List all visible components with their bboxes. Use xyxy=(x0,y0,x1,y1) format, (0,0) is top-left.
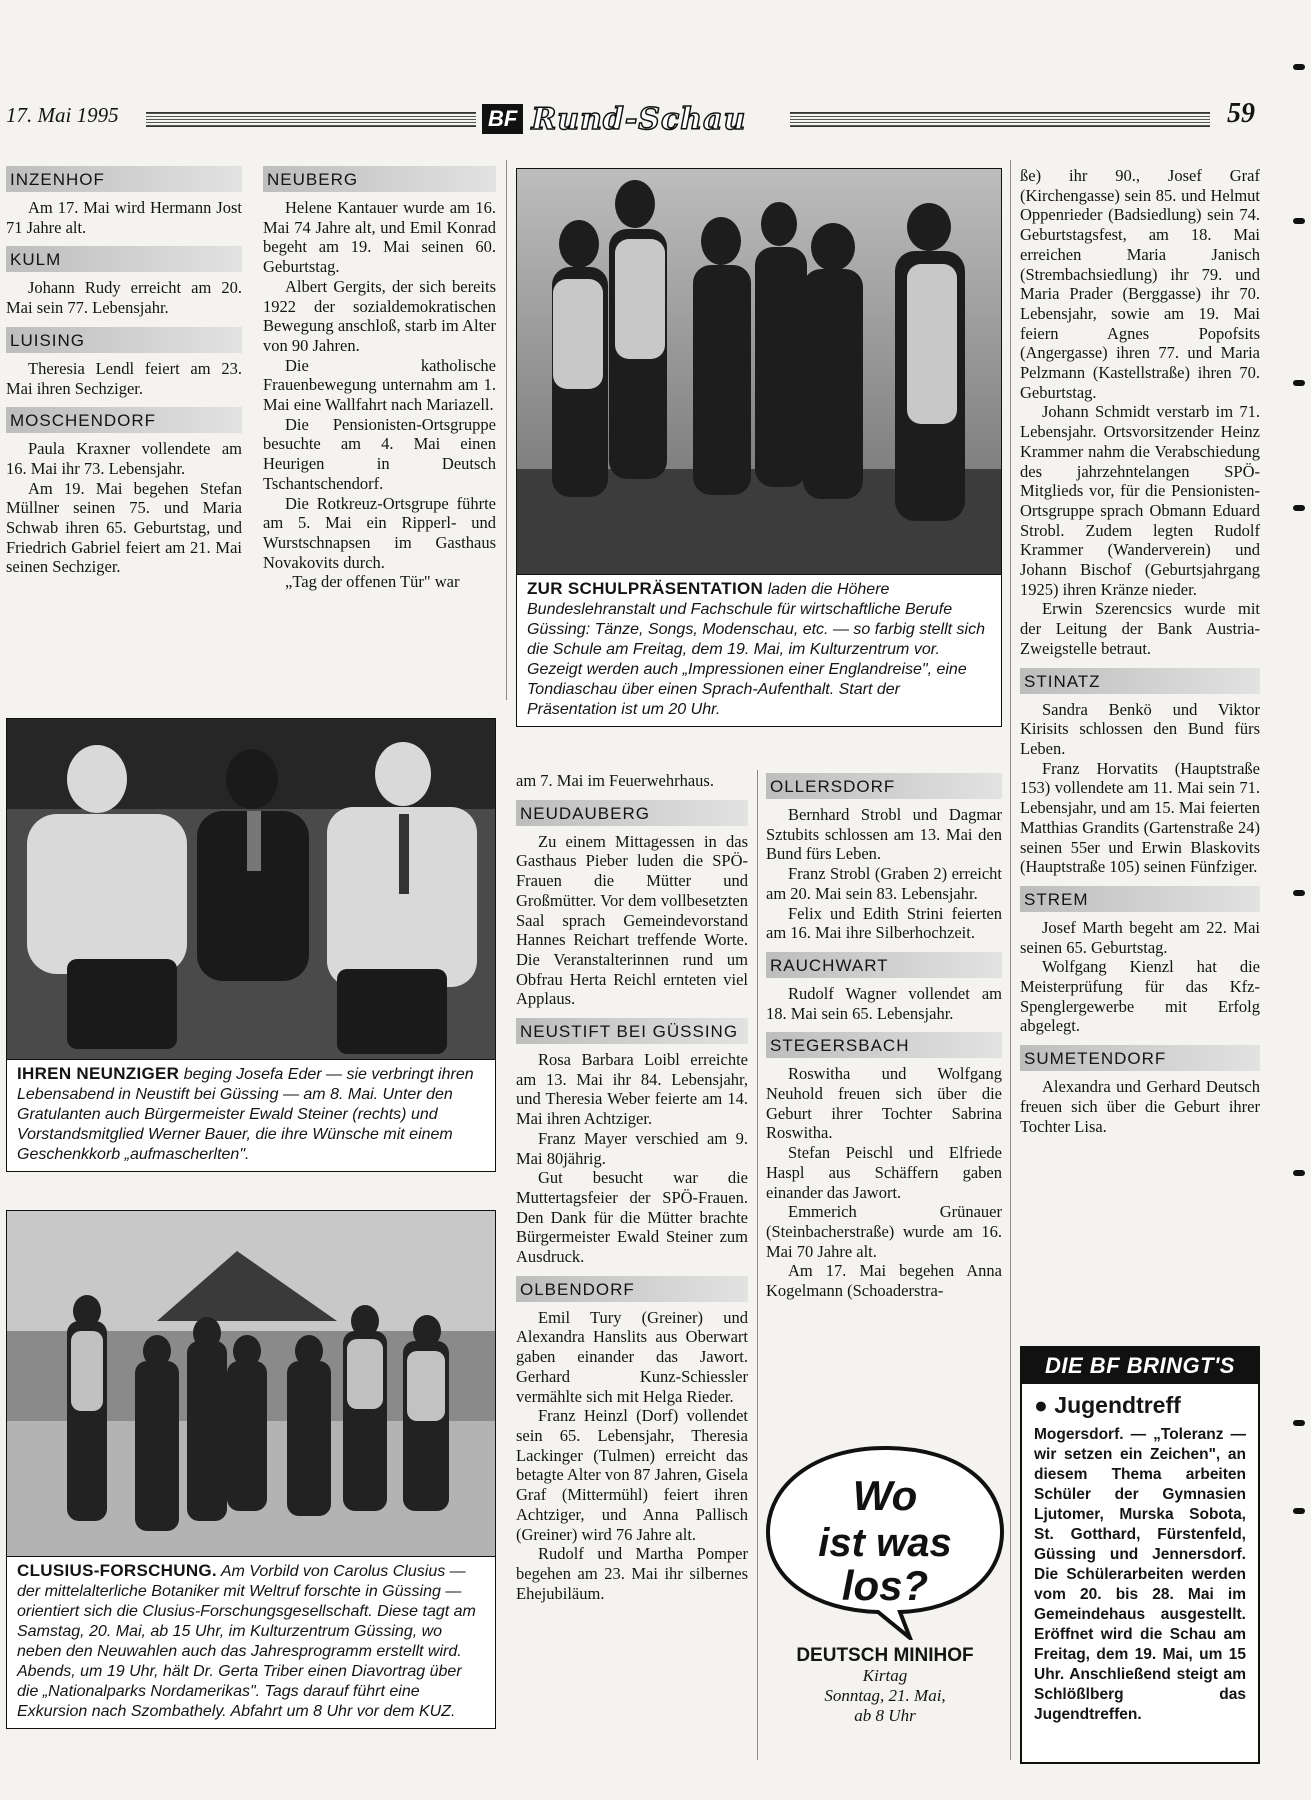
paragraph: Am 17. Mai wird Hermann Jost 71 Jahre alt. xyxy=(6,198,242,237)
school-group-photo xyxy=(516,168,1002,575)
section-neudauberg xyxy=(516,800,748,1009)
caption-text: laden die Höhere Bundeslehranstalt und Fachschule für wirtschaftliche Berufe Güssing: Tänze, Songs, Modenschau, etc. — so farbig stellt sich die Schule am Freitag, dem 19. Mai, im Kulturzentrum vor. Gezeigt werden auch „Impressionen einer Englandreise", eine Tondiaschau über einen Sprach-Aufenthalt. Start der Präsentation ist um 20 Uhr. xyxy=(527,581,985,718)
paragraph: Wolfgang Kienzl hat die Meisterprüfung für das Kfz-Spenglergewerbe mit Erfolg abgelegt. xyxy=(1020,957,1260,1036)
paragraph: Alexandra und Gerhard Deutsch freuen sich über die Geburt ihrer Tochter Lisa. xyxy=(1020,1077,1260,1136)
speech-bubble-icon xyxy=(760,1440,1010,1640)
paragraph: Zu einem Mittagessen in das Gasthaus Pieber luden die SPÖ-Frauen die Mütter und Großmütter. Vor dem vollbesetzten Saal sprach Gemeindevorstand Hannes Reichart treffende Worte. Die Veranstalterinnen rund um Obfrau Herta Reichl ernteten viel Applaus. xyxy=(516,831,748,1009)
issue-date: 17. Mai 1995 xyxy=(6,103,119,127)
column-4 xyxy=(766,771,1002,1301)
school-photo-caption xyxy=(516,575,1002,727)
page-number: 59 xyxy=(1227,98,1255,129)
events-bubble xyxy=(760,1440,1010,1750)
caption-lead: CLUSIUS-FORSCHUNG. xyxy=(17,1561,217,1580)
paragraph: Franz Mayer verschied am 9. Mai 80jährig. xyxy=(516,1128,748,1168)
section-kulm xyxy=(6,246,242,317)
caption-lead: IHREN NEUNZIGER xyxy=(17,1064,180,1083)
bubble-line-1: Wo xyxy=(852,1472,918,1519)
section-stegersbach xyxy=(766,1032,1002,1300)
paragraph: Die katholische Frauenbewegung unternahm am 1. Mai eine Wallfahrt nach Mariazell. xyxy=(263,355,496,415)
continuation-text: am 7. Mai im Feuerwehrhaus. xyxy=(516,771,714,790)
paragraph: Josef Marth begeht am 22. Mai seinen 65. Geburtstag. xyxy=(1020,917,1260,957)
paragraph: Felix und Edith Strini feierten am 16. Mai ihre Silberhochzeit. xyxy=(766,903,1002,943)
paragraph: Gut besucht war die Muttertagsfeier der SPÖ-Frauen. Den Dank für die Mütter brachte Bürgermeister Ewald Steiner zum Ausdruck. xyxy=(516,1168,748,1267)
section-title: OLLERSDORF xyxy=(766,773,1002,799)
paragraph: Emmerich Grünauer (Steinbacherstraße) wurde am 16. Mai 70 Jahre alt. xyxy=(766,1202,1002,1261)
paragraph: Rudolf Wagner vollendet am 18. Mai sein 65. Lebensjahr. xyxy=(766,983,1002,1023)
column-2 xyxy=(263,158,496,592)
photo-placeholder-icon xyxy=(517,169,1002,574)
school-photo-block xyxy=(516,168,1002,727)
section-title: NEUBERG xyxy=(263,166,496,192)
punch-mark xyxy=(1293,218,1305,224)
clusius-photo-block xyxy=(6,1210,496,1729)
caption-text: Am Vorbild von Carolus Clusius — der mittelalterliche Botaniker mit Weltruf forschte in Güssing — orientiert sich die Clusius-Forschungsgesellschaft. Diese tagt am Samstag, 20. Mai, ab 15 Uhr, im Kulturzentrum Güssing, wo neben den Neuwahlen auch das Jahresprogramm erstellt wird. Abends, um 19 Uhr, hält Dr. Gerta Triber einen Diavortrag über die „Nationalparks Nordamerikas". Tags darauf führt eine Exkursion nach Szombathely. Abfahrt um 8 Uhr vor dem KUZ. xyxy=(17,1563,476,1720)
paragraph: Rudolf und Martha Pomper begehen am 23. Mai ihr silbernes Ehejubiläum. xyxy=(516,1544,748,1603)
section-title: SUMETENDORF xyxy=(1020,1045,1260,1071)
section-title: KULM xyxy=(6,246,242,272)
paragraph: Franz Heinzl (Dorf) vollendet sein 65. Lebensjahr, Theresia Lackinger (Tulmen) erreicht das betagte Alter von 87 Jahren, Gisela Graf (Mittermühl) feiert ihren Achtziger, und Anna Pallisch (Greiner) wird 76 Jahre alt. xyxy=(516,1406,748,1544)
paragraph: Franz Strobl (Graben 2) erreicht am 20. Mai sein 83. Lebensjahr. xyxy=(766,864,1002,903)
column-5 xyxy=(1020,166,1260,1136)
event-title: DEUTSCH MINIHOF xyxy=(796,1645,974,1666)
box-item-title: Jugendtreff xyxy=(1054,1392,1181,1418)
clusius-group-photo xyxy=(6,1210,496,1557)
section-neuberg xyxy=(263,166,496,592)
header-rule-left xyxy=(146,112,476,127)
paragraph: Am 19. Mai begehen Stefan Müllner seinen 75. und Maria Schwab ihren 65. Geburtstag, und Friedrich Gabriel feiert am 21. Mai seinen Sechziger. xyxy=(6,478,242,577)
section-title: OLBENDORF xyxy=(516,1276,748,1302)
section-title: MOSCHENDORF xyxy=(6,407,242,433)
bullet-icon: ● xyxy=(1034,1392,1048,1418)
paragraph: Stefan Peischl und Elfriede Haspl aus Schäffern gaben einander das Jawort. xyxy=(766,1143,1002,1202)
section-luising xyxy=(6,327,242,398)
section-title: NEUSTIFT BEI GÜSSING xyxy=(516,1018,748,1044)
paragraph: Albert Gergits, der sich bereits 1922 der sozialdemokratischen Bewegung anschloß, starb im Alter von 90 Jahren. xyxy=(263,276,496,355)
column-3 xyxy=(516,771,748,1603)
section-ollersdorf xyxy=(766,773,1002,943)
paragraph: Sandra Benkö und Viktor Kirisits schlossen den Bund fürs Leben. xyxy=(1020,699,1260,758)
clusius-photo-caption xyxy=(6,1557,496,1729)
eder-birthday-photo xyxy=(6,718,496,1060)
column-1 xyxy=(6,158,242,577)
punch-mark xyxy=(1293,1170,1305,1176)
paragraph: Roswitha und Wolfgang Neuhold freuen sich über die Geburt ihrer Tochter Sabrina Roswitha. xyxy=(766,1064,1002,1143)
section-title: STREM xyxy=(1020,886,1260,912)
event-name: Kirtag xyxy=(862,1666,908,1685)
event-date: Sonntag, 21. Mai, xyxy=(824,1686,946,1705)
paragraph: Erwin Szerencsics wurde mit der Leitung der Bank Austria-Zweigstelle betraut. xyxy=(1020,599,1260,658)
event-time: ab 8 Uhr xyxy=(854,1706,916,1725)
column-divider xyxy=(1010,160,1011,1760)
section-strem xyxy=(1020,886,1260,1036)
header-rule-right xyxy=(790,112,1210,127)
caption-text: beging Josefa Eder — sie verbringt ihren Lebensabend in Neustift bei Güssing — am 8. Mai. Unter den Gratulanten auch Bürgermeister Ewald Steiner (rechts) und Vorstandsmitglied Werner Bauer, die ihre Wünsche mit einem Geschenkkorb „aufmascherlten". xyxy=(17,1066,474,1163)
bf-bringts-box xyxy=(1020,1346,1260,1764)
paragraph: Emil Tury (Greiner) und Alexandra Hanslits aus Oberwart gaben einander das Jawort. Gerhard Kunz-Schiessler vermählte sich mit Helga Rieder. xyxy=(516,1307,748,1406)
section-title: STEGERSBACH xyxy=(766,1032,1002,1058)
column-divider xyxy=(506,160,507,700)
section-title: INZENHOF xyxy=(6,166,242,192)
box-item-title-row xyxy=(1022,1384,1258,1423)
photo-placeholder-icon xyxy=(7,1211,496,1556)
paragraph: Johann Schmidt verstarb im 71. Lebensjahr. Ortsvorsitzender Heinz Krammer nahm die Verabschiedung des jahrzehntelangen SPÖ-Mitglieds vor, für die Pensionisten-Ortsgruppe sprach Obmann Eduard Strobl. Zudem legten Rudolf Krammer (Wanderverein) und Johann Bischof (Geburtsjahrgang 1925) ihren Kränze nieder. xyxy=(1020,402,1260,599)
box-item-text: Mogersdorf. — „Toleranz — wir setzen ein Zeichen", an diesem Thema arbeiten Schüler der Gymnasien Ljutomer, Murska Sobota, St. Gotthard, Fürstenfeld, Güssing und Jennersdorf. Die Schülerarbeiten werden vom 20. bis 28. Mai im Gemeindehaus ausgestellt. Eröffnet wird die Schau am Freitag, dem 19. Mai, um 15 Uhr. Anschließend steigt am Schlößlberg das Jugendtreffen. xyxy=(1034,1426,1246,1723)
section-moschendorf xyxy=(6,407,242,577)
punch-mark xyxy=(1293,1508,1305,1514)
section-stinatz xyxy=(1020,668,1260,877)
continuation-text: ße) ihr 90., Josef Graf (Kirchengasse) sein 85. und Helmut Oppenrieder (Badsiedlung) sein 74. Geburtstagsfest, am 18. Mai erreichen Maria Janisch (Strembachsiedlung) ihr 79. und Maria Prader (Berggasse) ihr 70. Lebensjahr, sowie am 19. Mai feiern Agnes Popofsits (Angergasse) ihren 77. und Maria Pelzmann (Kastellstraße) ihren 70. Geburtstag. xyxy=(1020,166,1260,402)
paragraph: Die Pensionisten-Ortsgruppe besuchte am 4. Mai einen Heurigen in Deutsch Tschantschendorf. xyxy=(263,414,496,493)
section-title: STINATZ xyxy=(1020,668,1260,694)
section-title: RAUCHWART xyxy=(766,952,1002,978)
event-listing xyxy=(760,1646,1010,1726)
section-neustift xyxy=(516,1018,748,1267)
punch-mark xyxy=(1293,1420,1305,1426)
photo-placeholder-icon xyxy=(7,719,496,1059)
paragraph: Theresia Lendl feiert am 23. Mai ihren Sechziger. xyxy=(6,358,242,398)
paragraph: Helene Kantauer wurde am 16. Mai 74 Jahre alt, und Emil Konrad begeht am 19. Mai seinen 60. Geburtstag. xyxy=(263,198,496,277)
paragraph: Rosa Barbara Loibl erreichte am 13. Mai ihr 84. Lebensjahr, und Theresia Weber feierte am 14. Mai ihren Achtziger. xyxy=(516,1050,748,1129)
paragraph: Franz Horvatits (Hauptstraße 153) vollendete am 11. Mai sein 71. Lebensjahr, und am 15. Mai feierten Matthias Grandits (Gartenstraße 24) seinen 55er und Erwin Blaskovits (Hauptstraße 105) seinen Fünfziger. xyxy=(1020,758,1260,877)
eder-photo-block xyxy=(6,718,496,1172)
paragraph: Die Rotkreuz-Ortsgrupe führte am 5. Mai ein Ripperl- und Wurstschnapsen im Gasthaus Novakovits durch. xyxy=(263,493,496,572)
masthead-logo xyxy=(482,100,780,138)
punch-mark xyxy=(1293,890,1305,896)
rundschau-title: Rund-Schau xyxy=(531,101,747,137)
paragraph: Johann Rudy erreicht am 20. Mai sein 77. Lebensjahr. xyxy=(6,278,242,318)
bubble-line-2: ist was xyxy=(818,1521,952,1565)
column-divider xyxy=(757,770,758,1760)
bubble-line-3: los? xyxy=(841,1562,929,1609)
box-heading: DIE BF BRINGT'S xyxy=(1022,1348,1258,1384)
punch-mark xyxy=(1293,380,1305,386)
bf-logo-mark: BF xyxy=(482,104,523,134)
paragraph: „Tag der offenen Tür" war xyxy=(285,572,460,592)
section-olbendorf xyxy=(516,1276,748,1604)
caption-lead: ZUR SCHULPRÄSENTATION xyxy=(527,579,764,598)
section-sumetendorf xyxy=(1020,1045,1260,1136)
section-rauchwart xyxy=(766,952,1002,1023)
paragraph: Paula Kraxner vollendete am 16. Mai ihr 73. Lebensjahr. xyxy=(6,439,242,478)
section-inzenhof xyxy=(6,166,242,237)
paragraph: Bernhard Strobl und Dagmar Sztubits schlossen am 13. Mai den Bund fürs Leben. xyxy=(766,805,1002,864)
punch-mark xyxy=(1293,64,1305,70)
section-title: LUISING xyxy=(6,327,242,353)
eder-photo-caption xyxy=(6,1060,496,1172)
section-title: NEUDAUBERG xyxy=(516,800,748,826)
punch-mark xyxy=(1293,505,1305,511)
paragraph: Am 17. Mai begehen Anna Kogelmann (Schoaderstra- xyxy=(766,1261,1002,1301)
